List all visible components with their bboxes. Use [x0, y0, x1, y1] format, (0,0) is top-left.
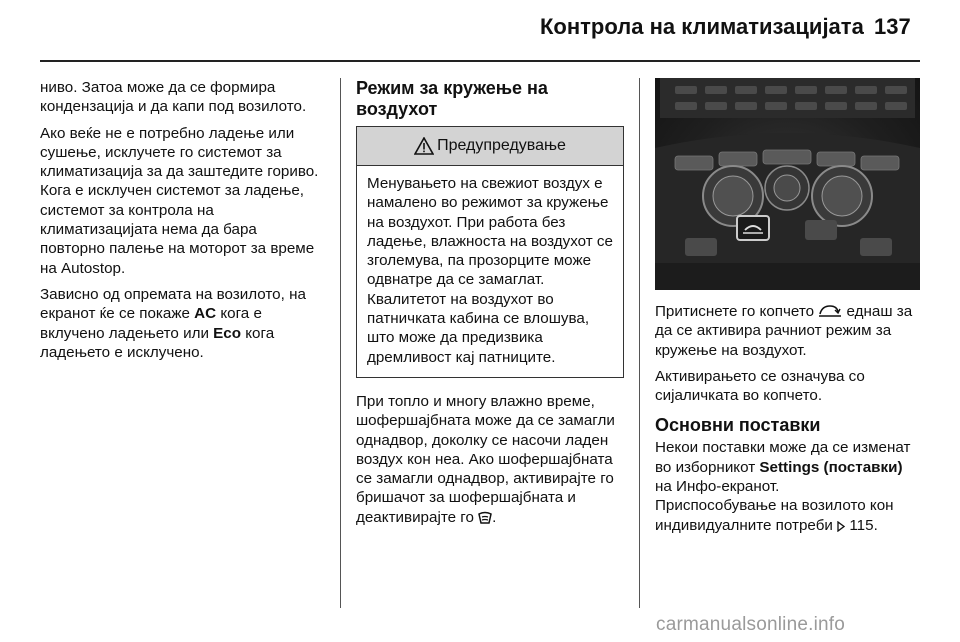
page-title: Контрола на климатизацијата — [540, 14, 864, 39]
section-title-basic-settings: Основни поставки — [655, 415, 821, 436]
text-fragment: При топло и многу влажно време, шофершајбната може да се замагли однадвор, доколку се насочи ладен воздух кон неа. Ако шофершајбната се замагли однадвор, активирајте го бришачот за шофершајбната и деактивирајте го — [356, 392, 615, 526]
text-fragment: Приспособување на возилото кон индивидуалните потреби — [655, 497, 894, 534]
page-reference-arrow-icon — [837, 521, 845, 532]
paragraph-personalization — [655, 496, 923, 535]
ac-term: AC — [194, 305, 217, 323]
text-fragment: еднаш за да се активира рачниот режим за кружење на воздухот. — [655, 303, 913, 359]
warning-triangle-icon — [414, 137, 434, 155]
warning-body: Менувањето на свежиот воздух е намалено во режимот за кружење на воздухот. При работа без ладење, влажноста на воздухот се зголемува, па прозорците може одвнатре да се замаглат. Квалитетот на воздухот во патничката кабина се влошува, што може да предизвика дремливост кај патниците. — [367, 175, 613, 366]
column-1 — [40, 78, 325, 369]
warning-header — [357, 127, 623, 166]
text-fragment: Зависно од опремата на возилото, на екранот ќе се покаже — [40, 285, 306, 323]
paragraph-condensation: ниво. Затоа може да се формира кондензација и да капи под возилото. — [40, 79, 307, 116]
column-3 — [655, 302, 923, 542]
paragraph-display-indicator — [40, 285, 325, 362]
air-recirculation-icon — [818, 304, 842, 318]
paragraph-press-button — [655, 302, 923, 360]
text-fragment: Притиснете го копчето — [655, 303, 819, 320]
page-reference[interactable]: 115 — [849, 516, 874, 534]
text-fragment: кога е вклучено ладењето или — [40, 305, 262, 342]
section-title-recirculation: Режим за кружење на воздухот — [356, 78, 548, 119]
header-divider — [40, 60, 920, 62]
footer-watermark: carmanualsonline.info — [656, 614, 846, 635]
paragraph-indicator-lamp: Активирањето се означува со сијаличката во копчето. — [655, 367, 865, 405]
climate-control-panel-photo — [655, 78, 920, 290]
text-fragment: Некои поставки може да се изменат во изборникот — [655, 439, 911, 476]
text-fragment: . — [492, 508, 497, 526]
column-2 — [356, 78, 624, 534]
column-divider-1 — [340, 78, 341, 608]
text-fragment: . — [873, 516, 878, 534]
column-divider-2 — [639, 78, 640, 608]
paragraph-settings-menu — [655, 438, 923, 496]
settings-term: Settings (поставки) — [759, 458, 903, 476]
text-fragment: кога ладењето е исклучено. — [40, 324, 275, 361]
windscreen-wiper-icon — [478, 511, 492, 524]
text-fragment: на Инфо-екранот. — [655, 478, 780, 496]
paragraph-windscreen-fog — [356, 392, 624, 527]
warning-box — [356, 126, 624, 378]
paragraph-fuel-saving: Ако веќе не е потребно ладење или сушење, исклучете го системот за климатизација за да заштедите гориво. Кога е исклучен системот за ладење, системот за контрола на климатизацијата нема да бара повторно палење на моторот за време на Autostop. — [40, 124, 319, 277]
climate-panel-illustration — [655, 78, 920, 290]
eco-term: Eco — [213, 324, 242, 342]
warning-title: Предупредување — [437, 137, 566, 155]
page-number: 137 — [874, 14, 911, 39]
